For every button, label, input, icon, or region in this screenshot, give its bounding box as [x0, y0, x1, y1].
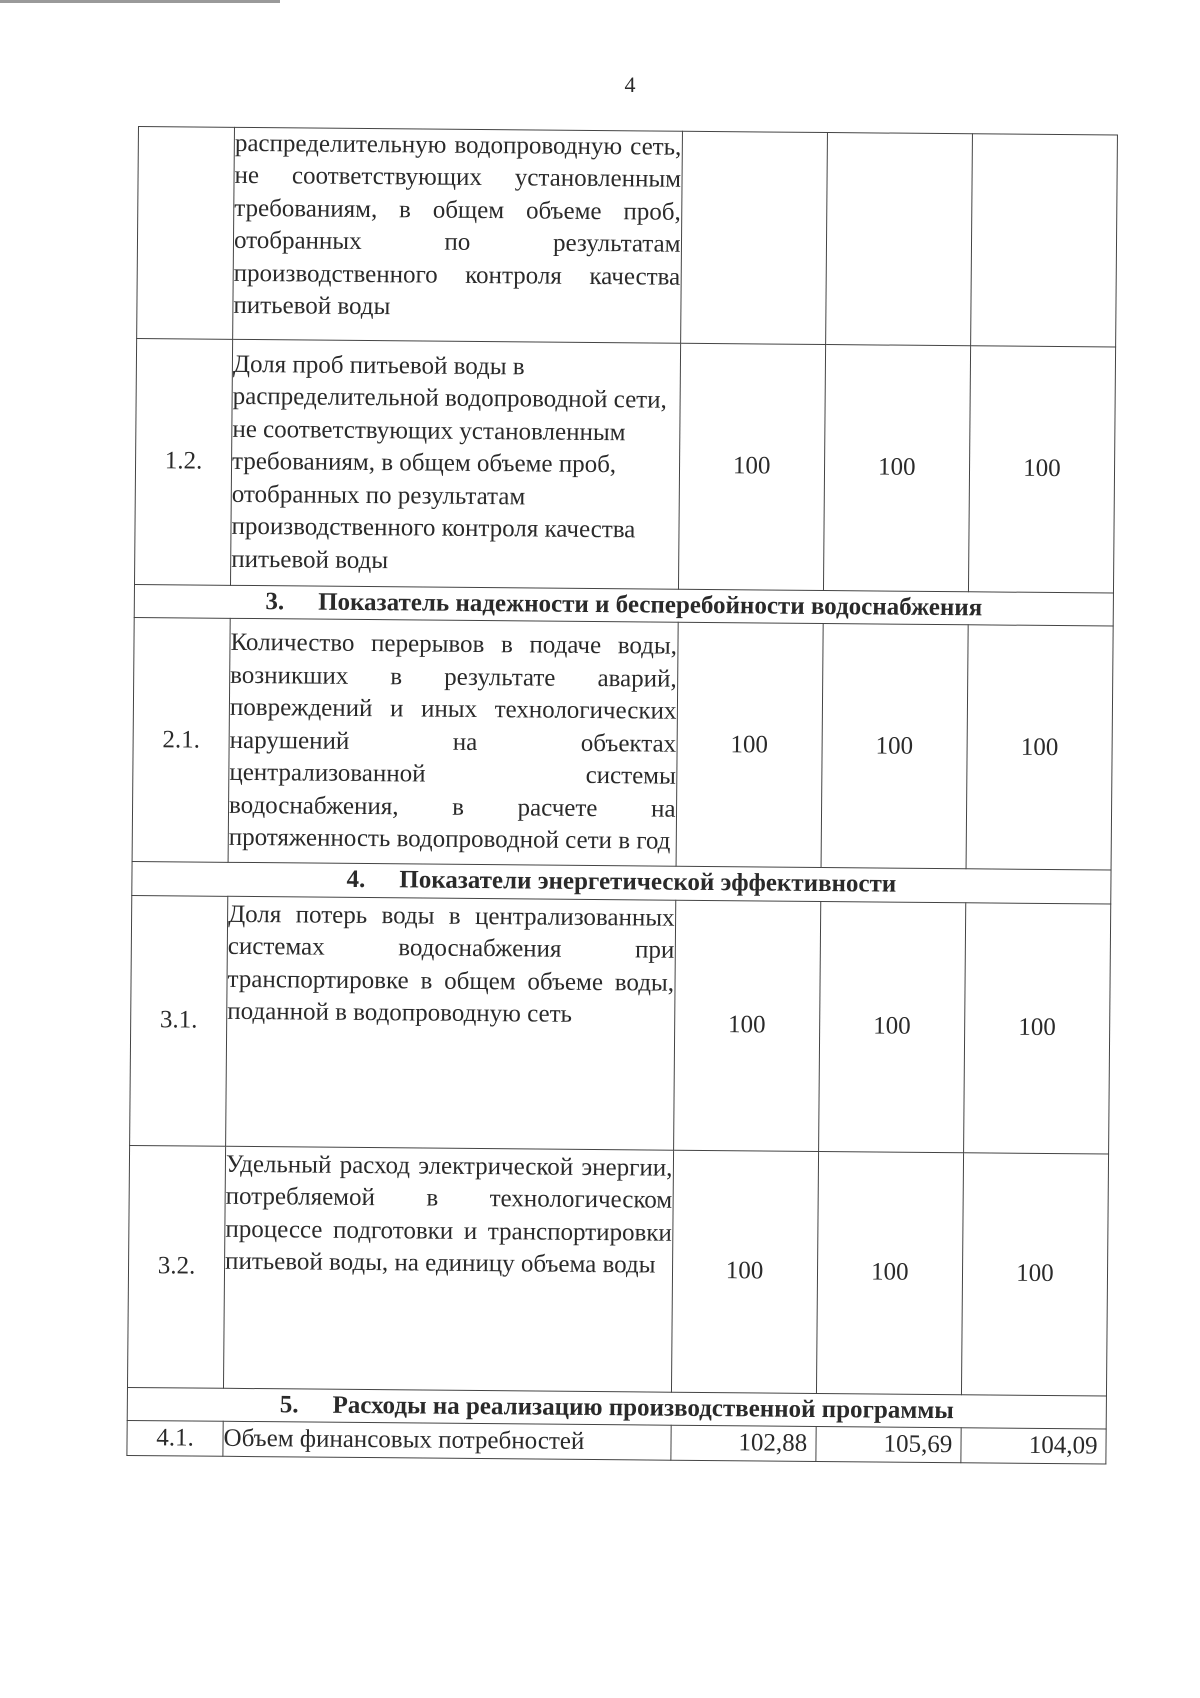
indicators-table	[126, 126, 1118, 1465]
row-number: 1.2.	[134, 338, 232, 585]
value-cell: 100	[821, 624, 968, 869]
value-cell: 100	[673, 900, 820, 1151]
section-number: 5.	[279, 1391, 299, 1419]
table-row	[132, 618, 1113, 871]
row-number: 2.1.	[132, 618, 230, 863]
value-cell: 105,69	[816, 1427, 961, 1463]
indicator-description: Количество перерывов в подаче воды, возникших в результате аварий, повреждений и иных технологических нарушений на объектах централизованной системы водоснабжения, в расчете на протяженность водопроводной сети в год	[228, 619, 678, 867]
indicator-description: Удельный расход электрической энергии, потребляемой в технологическом процессе подготовки и транспортировки питьевой воды, на единицу объема воды	[224, 1146, 674, 1392]
value-cell: 100	[966, 625, 1113, 870]
table-row	[134, 338, 1115, 593]
table-row	[137, 127, 1118, 348]
value-cell: 100	[961, 1153, 1108, 1396]
section-number: 3.	[265, 588, 285, 616]
indicator-description: Доля проб питьевой воды в распределительной водопроводной сети, не соответствующих установленным требованиям, в общем объеме проб, отобранных по результатам производственного контроля качества питьевой воды	[231, 339, 681, 589]
value-cell: 100	[818, 901, 965, 1152]
value-cell: 100	[678, 343, 825, 590]
table-row	[127, 1145, 1108, 1396]
value-cell: 102,88	[670, 1425, 815, 1461]
row-number: 3.2.	[127, 1145, 225, 1388]
value-cell: 100	[816, 1151, 963, 1394]
section-title: Показатели энергетической эффективности	[399, 866, 897, 899]
value-cell: 100	[963, 903, 1110, 1154]
value-cell: 100	[676, 623, 823, 868]
value-cell: 100	[671, 1150, 818, 1393]
value-cell	[680, 131, 827, 344]
table-row	[127, 1421, 1106, 1465]
row-number: 4.1.	[127, 1421, 223, 1457]
value-cell: 104,09	[961, 1428, 1106, 1464]
indicator-description: распределительную водопроводную сеть, не соответствующих установленным требованиям, в общем объеме проб, отобранных по результатам производственного контроля качества питьевой воды	[233, 127, 682, 343]
table-row	[130, 895, 1111, 1154]
row-number: 3.1.	[130, 895, 228, 1146]
page-number: 4	[624, 72, 636, 97]
indicator-description: Доля потерь воды в централизованных системах водоснабжения при транспортировке в общем объеме воды, поданной в водопроводную сеть	[226, 896, 676, 1150]
scan-edge-line	[0, 0, 280, 3]
value-cell: 100	[823, 345, 970, 592]
row-number	[137, 127, 235, 340]
section-title: Показатель надежности и бесперебойности водоснабжения	[318, 588, 983, 622]
value-cell	[825, 133, 972, 346]
indicator-description: Объем финансовых потребностей	[223, 1422, 671, 1461]
value-cell: 100	[968, 346, 1115, 593]
value-cell	[970, 134, 1117, 347]
section-title: Расходы на реализацию производственной программы	[332, 1391, 955, 1424]
section-number: 4.	[346, 866, 366, 894]
